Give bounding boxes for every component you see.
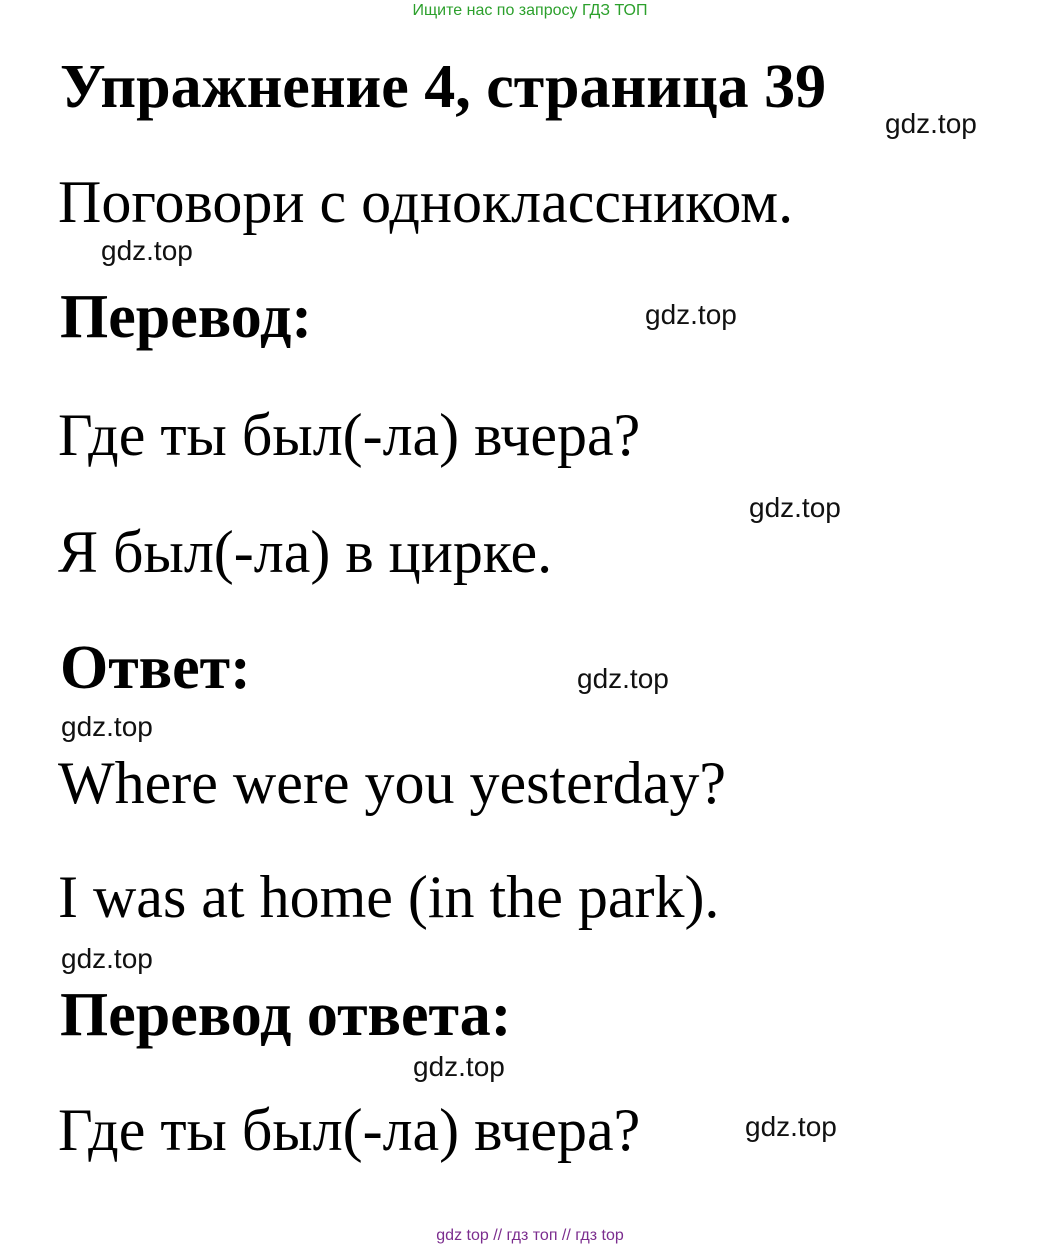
watermark: gdz.top: [61, 711, 153, 742]
watermark: gdz.top: [61, 943, 153, 974]
answer-line: I was at home (in the park).: [58, 864, 720, 930]
task-text: Поговори с одноклассником.: [58, 169, 794, 235]
watermark: gdz.top: [745, 1111, 837, 1142]
watermark: gdz.top: [101, 235, 193, 266]
top-banner[interactable]: Ищите нас по запросу ГДЗ ТОП: [412, 2, 648, 19]
watermark: gdz.top: [885, 108, 977, 139]
translation-line: Я был(-ла) в цирке.: [58, 519, 553, 585]
answer-translation-line: Где ты был(-ла) вчера?: [58, 1097, 641, 1163]
answer-heading: Ответ:: [60, 634, 251, 702]
watermark: gdz.top: [413, 1051, 505, 1082]
answer-translation-heading: Перевод ответа:: [60, 981, 512, 1049]
watermark: gdz.top: [577, 663, 669, 694]
page-title: Упражнение 4, страница 39: [60, 53, 827, 121]
answer-line: Where were you yesterday?: [58, 750, 726, 816]
translation-line: Где ты был(-ла) вчера?: [58, 402, 641, 468]
footer-links[interactable]: gdz top // гдз топ // гдз top: [436, 1227, 624, 1244]
translation-heading: Перевод:: [60, 283, 313, 351]
watermark: gdz.top: [749, 492, 841, 523]
watermark: gdz.top: [645, 299, 737, 330]
